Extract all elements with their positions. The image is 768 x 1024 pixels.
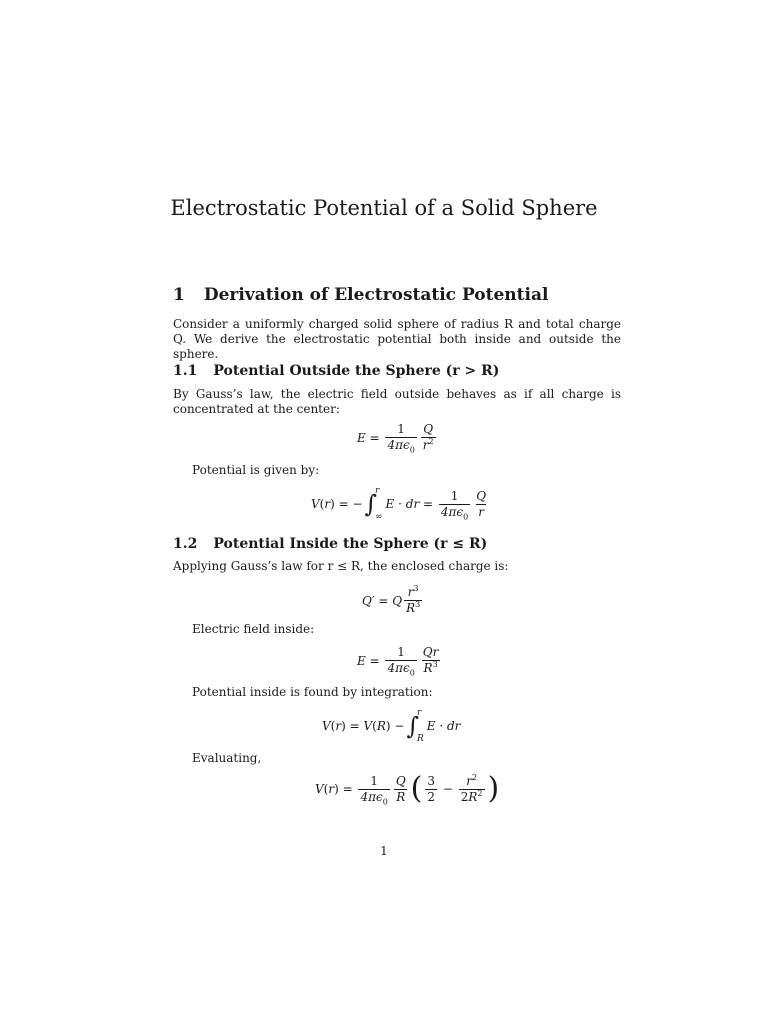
equation-potential-integral: V ( r ) = V ( R ) − ∫ r R E · dr (322, 708, 461, 744)
document-title: Electrostatic Potential of a Solid Sphere (170, 196, 598, 220)
equation-electric-field-outside: E = $\frac{1}{4\pi\epsilon_0}$ $\frac{Q}{r^2}$ (357, 422, 434, 455)
text-evaluating: Evaluating, (192, 751, 262, 765)
text-field-inside: Electric field inside: (192, 622, 315, 636)
subsection-intro-paragraph: Applying Gauss’s law for r ≤ R, the enclosed charge is: (173, 559, 509, 573)
text-potential-given: Potential is given by: (192, 463, 320, 477)
equation-potential-outside: V ( r ) = − ∫ r ∞ E · dr = $\frac{1}{4\pi\epsilon_0}$ $\frac{Q}{r}$ (311, 486, 487, 522)
section-intro-paragraph: Consider a uniformly charged solid sphere of radius R and total charge Q. We derive the electrostatic potential both inside and outside the sphere. (173, 317, 621, 361)
equation-electric-field-inside: E = $\frac{1}{4\pi\epsilon_0}$ $\frac{Qr}{R^3}$ (357, 645, 439, 678)
subsection-title: Potential Outside the Sphere (r > R) (213, 363, 500, 379)
subsection-heading (173, 536, 487, 552)
equation-enclosed-charge: Q ′ = Q $\frac{r^3}{R^3}$ (362, 584, 421, 615)
section-title: Derivation of Electrostatic Potential (203, 285, 549, 305)
section-heading (173, 285, 548, 305)
subsection-title: Potential Inside the Sphere (r ≤ R) (213, 536, 488, 552)
page-number: 1 (380, 844, 388, 858)
section-number: 1 (173, 285, 185, 305)
subsection-number: 1.1 (173, 363, 198, 379)
equation-potential-inside: V ( r ) = $\frac{1}{4\pi\epsilon_0}$ $\frac{Q}{R}$ ( $\frac{3}{2}$ − $\frac{r^2}{2R^2}$ ) (315, 771, 500, 806)
text-potential-integration: Potential inside is found by integration: (192, 685, 433, 699)
subsection-number: 1.2 (173, 536, 198, 552)
subsection-intro-paragraph: By Gauss’s law, the electric field outside behaves as if all charge is concentrated at the center: (173, 387, 621, 416)
subsection-heading (173, 363, 499, 379)
